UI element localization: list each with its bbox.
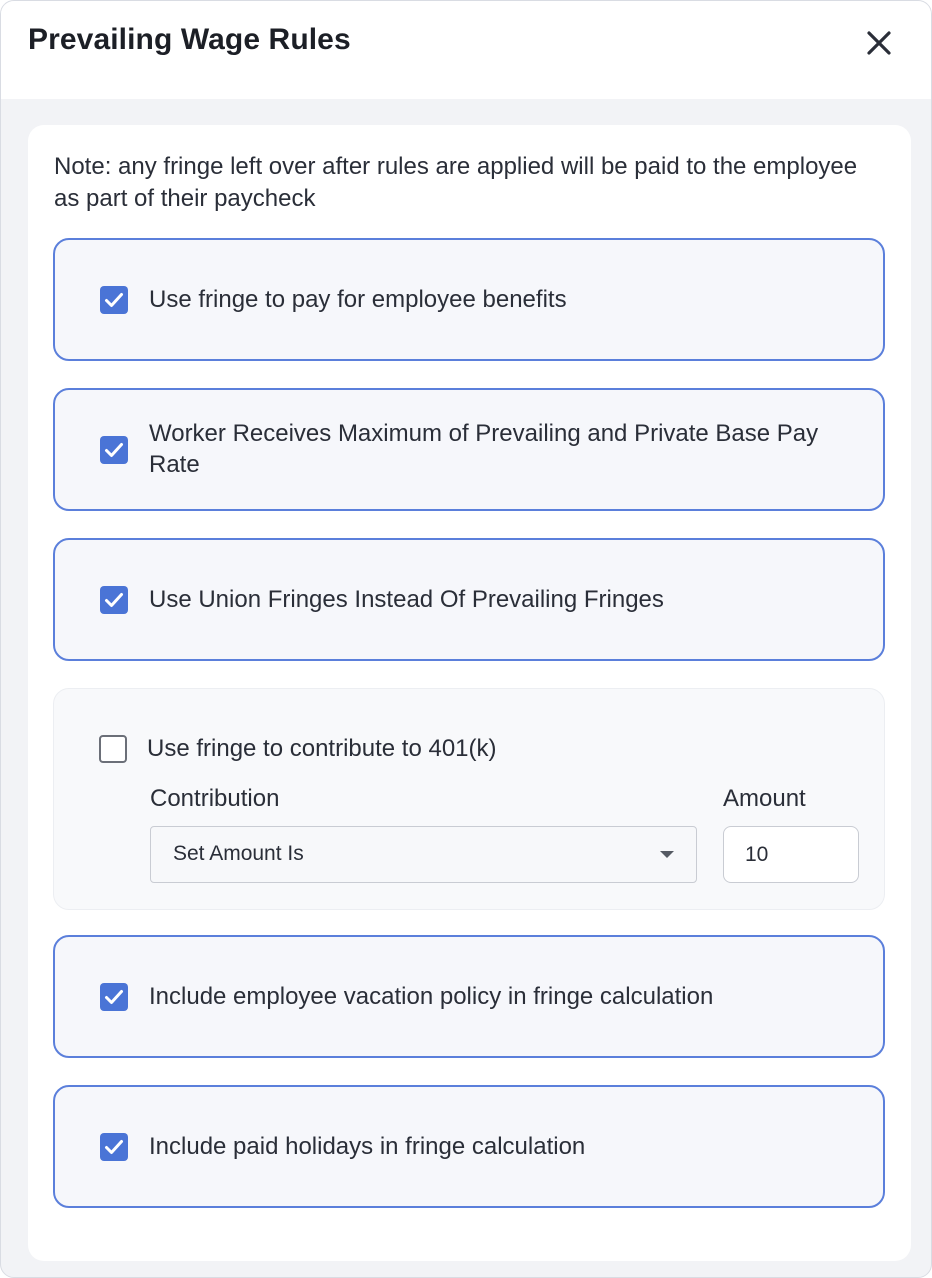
checkmark-icon <box>100 586 128 614</box>
vacation-policy-checkbox[interactable] <box>100 983 128 1011</box>
chevron-down-icon <box>660 851 674 858</box>
checkmark-icon <box>100 436 128 464</box>
union-fringes-label: Use Union Fringes Instead Of Prevailing Fringes <box>149 586 664 613</box>
rule-paid-holidays[interactable] <box>53 1085 885 1208</box>
rules-card <box>28 125 911 1261</box>
close-button[interactable] <box>861 25 897 61</box>
rule-union-fringes[interactable] <box>53 538 885 661</box>
amount-label: Amount <box>723 785 806 812</box>
vacation-policy-label: Include employee vacation policy in fringe calculation <box>149 983 714 1010</box>
dialog-title: Prevailing Wage Rules <box>28 23 351 56</box>
contribution-selected-value: Set Amount Is <box>173 842 304 865</box>
rule-401k-contribution[interactable] <box>53 688 885 910</box>
401k-contribution-checkbox[interactable] <box>99 735 127 763</box>
rule-employee-benefits[interactable] <box>53 238 885 361</box>
checkmark-icon <box>100 1133 128 1161</box>
close-icon <box>861 25 897 61</box>
checkmark-icon <box>100 286 128 314</box>
dialog-header <box>1 1 931 99</box>
employee-benefits-checkbox[interactable] <box>100 286 128 314</box>
contribution-label: Contribution <box>150 785 280 812</box>
leftover-fringe-note: Note: any fringe left over after rules are applied will be paid to the employee as part of their paycheck <box>54 153 858 212</box>
checkmark-icon <box>100 983 128 1011</box>
max-base-pay-rate-checkbox[interactable] <box>100 436 128 464</box>
employee-benefits-label: Use fringe to pay for employee benefits <box>149 286 567 313</box>
union-fringes-checkbox[interactable] <box>100 586 128 614</box>
paid-holidays-checkbox[interactable] <box>100 1133 128 1161</box>
paid-holidays-label: Include paid holidays in fringe calculation <box>149 1133 586 1160</box>
max-base-pay-rate-label: Worker Receives Maximum of Prevailing and Private Base Pay Rate <box>149 420 819 478</box>
rule-max-base-pay-rate[interactable] <box>53 388 885 511</box>
rule-vacation-policy[interactable] <box>53 935 885 1058</box>
amount-input[interactable] <box>723 826 859 883</box>
401k-contribution-label: Use fringe to contribute to 401(k) <box>147 735 497 762</box>
contribution-select[interactable] <box>150 826 697 883</box>
